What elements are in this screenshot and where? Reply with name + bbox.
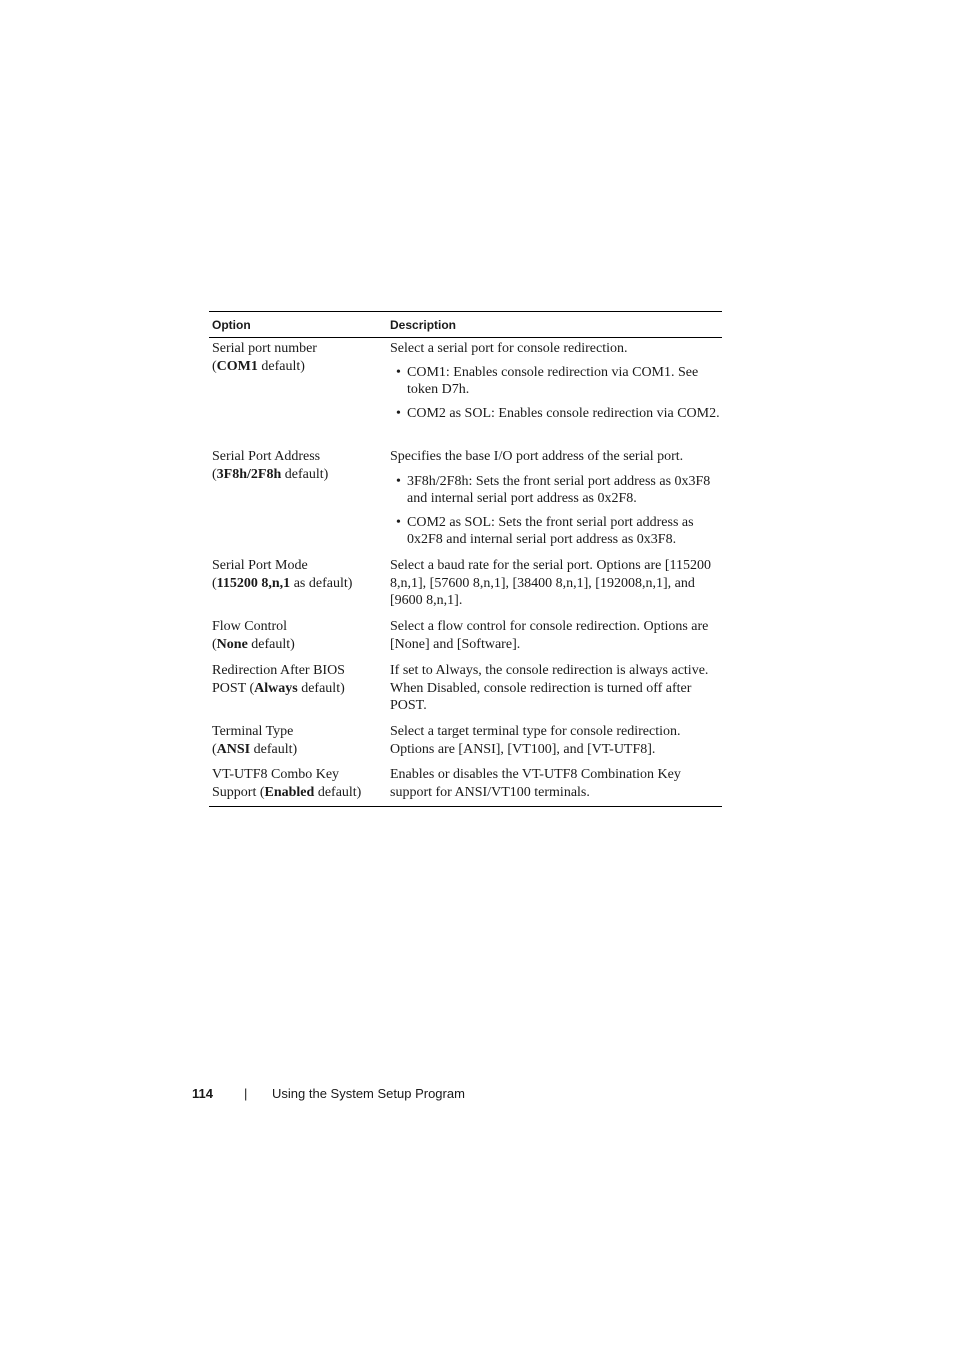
description-cell: Select a serial port for console redirection. • COM1: Enables console redirection via COM1. See token D7h. • COM2 as SOL: Enables console redirection via COM2. — [387, 340, 722, 422]
header-description: Description — [390, 317, 457, 332]
options-table — [209, 311, 722, 807]
header-option: Option — [212, 317, 251, 332]
table-row — [209, 723, 722, 758]
table-row — [209, 662, 722, 715]
footer-title: Using the System Setup Program — [272, 1085, 465, 1101]
option-cell: Terminal Type (ANSI default) — [212, 724, 298, 757]
option-cell: Serial port number (COM1 default) — [212, 341, 317, 374]
table-row — [209, 766, 722, 801]
description-cell: Enables or disables the VT-UTF8 Combination Key support for ANSI/VT100 terminals. — [390, 767, 681, 800]
footer-separator: | — [244, 1085, 248, 1101]
page-number: 114 — [192, 1085, 213, 1101]
table-row — [209, 618, 722, 653]
option-cell: Redirection After BIOS POST (Always default) — [212, 663, 345, 696]
list-item: • COM1: Enables console redirection via COM1. See token D7h. — [396, 364, 699, 397]
list-item: • COM2 as SOL: Enables console redirection via COM2. — [396, 405, 720, 421]
description-cell: Select a target terminal type for console redirection. Options are [ANSI], [VT100], and [VT-UTF8]. — [390, 724, 681, 757]
list-item: • 3F8h/2F8h: Sets the front serial port address as 0x3F8 and internal serial port address as 0x2F8. — [396, 473, 711, 506]
description-cell: Specifies the base I/O port address of the serial port. • 3F8h/2F8h: Sets the front serial port address as 0x3F8 and internal serial port address as 0x2F8. • COM2 as SOL: Sets the front serial port address as 0x2F8 and internal serial port address as 0x3F8. — [387, 448, 722, 549]
option-cell: Serial Port Mode (115200 8,n,1 as default) — [212, 558, 353, 591]
description-cell: If set to Always, the console redirection is always active. When Disabled, console redirection is turned off after POST. — [390, 663, 709, 713]
list-item: • COM2 as SOL: Sets the front serial port address as 0x2F8 and internal serial port address as 0x3F8. — [396, 514, 694, 547]
description-cell: Select a flow control for console redirection. Options are [None] and [Software]. — [390, 619, 709, 652]
option-cell: Flow Control (None default) — [212, 619, 295, 652]
table-row — [209, 448, 722, 549]
table-header — [209, 312, 722, 338]
option-cell: VT-UTF8 Combo Key Support (Enabled default) — [212, 767, 362, 800]
table-row — [209, 557, 722, 610]
table-row — [209, 340, 722, 422]
description-cell: Select a baud rate for the serial port. Options are [115200 8,n,1], [57600 8,n,1], [38400 8,n,1], [192008,n,1], and [9600 8,n,1]. — [390, 558, 711, 608]
page-footer — [192, 1083, 465, 1103]
option-cell: Serial Port Address (3F8h/2F8h default) — [212, 449, 329, 482]
